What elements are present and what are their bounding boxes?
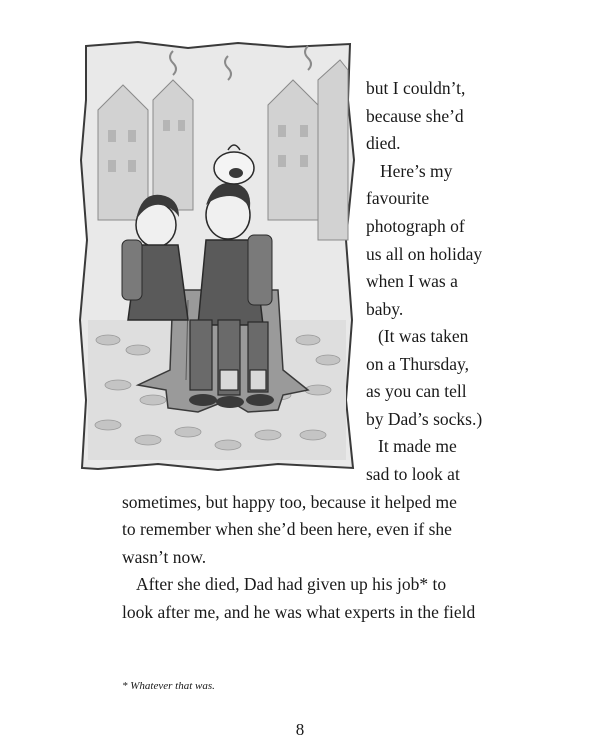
text-line: to remember when she’d been here, even if she xyxy=(122,519,452,539)
footnote: * Whatever that was. xyxy=(122,680,215,692)
text-line: photograph of xyxy=(366,216,465,236)
text-line: wasn’t now. xyxy=(122,547,207,567)
text-line: look after me, and he was what experts in the field xyxy=(122,602,476,622)
text-line: because she’d xyxy=(366,106,464,126)
building-center xyxy=(153,80,193,210)
building-right xyxy=(268,80,318,220)
text-line: on a Thursday, xyxy=(366,354,470,374)
page-number: 8 xyxy=(295,720,305,739)
text-line: us all on holiday xyxy=(366,244,483,264)
text-line: (It was taken xyxy=(378,326,469,346)
text-line: sad to look at xyxy=(366,464,460,484)
building-far-right xyxy=(318,60,348,240)
family-photo-illustration xyxy=(78,40,356,472)
text-line: Here’s my xyxy=(380,161,453,181)
text-line: but I couldn’t, xyxy=(366,78,466,98)
text-line: favourite xyxy=(366,188,430,208)
illustration-svg xyxy=(78,40,356,472)
text-line: when I was a xyxy=(366,271,458,291)
text-line: After she died, Dad had given up his job* to xyxy=(136,574,447,594)
text-line: It made me xyxy=(378,436,457,456)
text-line: baby. xyxy=(366,299,404,319)
text-line: as you can tell xyxy=(366,381,467,401)
text-line: sometimes, but happy too, because it helped me xyxy=(122,492,457,512)
text-line: by Dad’s socks.) xyxy=(366,409,483,429)
building-left xyxy=(98,85,148,220)
text-line: died. xyxy=(366,133,401,153)
